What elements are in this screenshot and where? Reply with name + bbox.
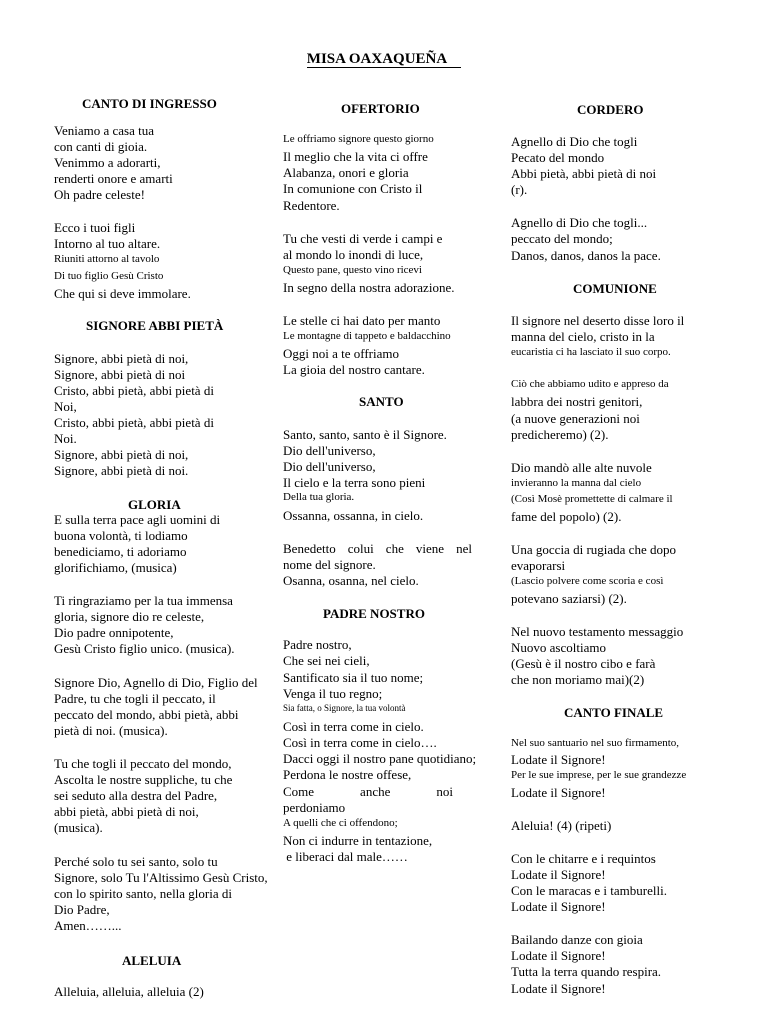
lyric-line: Padre, tu che togli il peccato, il: [54, 691, 216, 706]
lyric-line: (Così Mosè promettette di calmare il: [511, 493, 673, 505]
lyric-line: Signore Dio, Agnello di Dio, Figlio del: [54, 675, 258, 690]
lyric-line: Amen……...: [54, 918, 122, 933]
lyric-line: Questo pane, questo vino ricevi: [283, 264, 422, 276]
heading-ofertorio: OFERTORIO: [341, 101, 420, 116]
lyric-line: Per le sue imprese, per le sue grandezze: [511, 769, 687, 781]
lyric-line: Ascolta le nostre suppliche, tu che: [54, 772, 233, 787]
lyric-line: che non moriamo mai)(2): [511, 672, 645, 687]
lyric-line: Alleluia, alleluia, alleluia (2): [54, 984, 204, 999]
lyric-line: Noi,: [54, 399, 77, 414]
lyric-line: In comunione con Cristo il: [283, 181, 423, 196]
lyric-line: Dio padre onnipotente,: [54, 625, 174, 640]
lyric-line: E sulla terra pace agli uomini di: [54, 512, 221, 527]
lyric-line: Alabanza, onori e gloria: [283, 165, 409, 180]
lyric-line: gloria, signore dio re celeste,: [54, 609, 205, 624]
lyric-line: Agnello di Dio che togli: [511, 134, 638, 149]
lyric-line: Il signore nel deserto disse loro il: [511, 313, 685, 328]
lyric-line: nome del signore.: [283, 557, 376, 572]
lyric-line: Benedetto colui che viene nel: [283, 541, 472, 556]
lyric-line: Come anche noi: [283, 784, 453, 799]
lyric-line: Lodate il Signore!: [511, 948, 606, 963]
lyric-line: Noi.: [54, 431, 77, 446]
heading-aleluia: ALELUIA: [122, 953, 182, 968]
lyric-line: In segno della nostra adorazione.: [283, 280, 455, 295]
lyric-line: Dio dell'universo,: [283, 459, 376, 474]
lyric-line: Dio mandò alle alte nuvole: [511, 460, 652, 475]
lyric-line: Nel nuovo testamento messaggio: [511, 624, 684, 639]
lyric-line: pietà di noi. (musica).: [54, 723, 168, 738]
lyric-line: Le stelle ci hai dato per manto: [283, 313, 441, 328]
lyric-line: (Lascio polvere come scoria e così: [511, 575, 664, 587]
lyric-line: Venimmo a adorarti,: [54, 155, 161, 170]
heading-gloria: GLORIA: [128, 497, 181, 512]
lyric-line: e liberaci dal male……: [283, 849, 408, 864]
lyric-line: (musica).: [54, 820, 103, 835]
lyric-line: Signore, abbi pietà di noi: [54, 367, 186, 382]
lyric-line: renderti onore e amarti: [54, 171, 173, 186]
lyric-line: invieranno la manna dal cielo: [511, 477, 642, 489]
lyric-line: Dio Padre,: [54, 902, 110, 917]
lyric-line: Oggi noi a te offriamo: [283, 346, 400, 361]
lyric-line: Venga il tuo regno;: [283, 686, 383, 701]
lyric-line: Con le chitarre e i requintos: [511, 851, 656, 866]
lyric-line: Signore, solo Tu l'Altissimo Gesù Cristo,: [54, 870, 268, 885]
lyric-line: Pecato del mondo: [511, 150, 605, 165]
lyric-line: Tutta la terra quando respira.: [511, 964, 662, 979]
lyric-line: Della tua gloria.: [283, 491, 355, 503]
lyric-line: Santificato sia il tuo nome;: [283, 670, 424, 685]
lyric-line: Lodate il Signore!: [511, 981, 606, 996]
lyric-line: Nuovo ascoltiamo: [511, 640, 606, 655]
heading-cordero: CORDERO: [577, 102, 644, 117]
lyric-line: Le offriamo signore questo giorno: [283, 133, 434, 145]
heading-comunione: COMUNIONE: [573, 281, 657, 296]
lyric-line: Nel suo santuario nel suo firmamento,: [511, 737, 680, 749]
lyric-line: Dacci oggi il nostro pane quotidiano;: [283, 751, 477, 766]
lyric-line: Tu che vesti di verde i campi e: [283, 231, 443, 246]
lyric-line: buona volontà, ti lodiamo: [54, 528, 188, 543]
lyric-line: Signore, abbi pietà di noi,: [54, 351, 189, 366]
heading-padre-nostro: PADRE NOSTRO: [323, 606, 425, 621]
lyric-line: perdoniamo: [283, 800, 346, 815]
lyric-line: Ciò che abbiamo udito e appreso da: [511, 378, 669, 390]
lyric-line: peccato del mondo, abbi pietà, abbi: [54, 707, 239, 722]
lyric-line: Una goccia di rugiada che dopo: [511, 542, 676, 557]
lyric-line: evaporarsi: [511, 558, 566, 573]
lyric-line: peccato del mondo;: [511, 231, 613, 246]
lyric-line: Le montagne di tappeto e baldacchino: [283, 330, 451, 342]
lyric-line: Lodate il Signore!: [511, 867, 606, 882]
lyric-line: al mondo lo inondi di luce,: [283, 247, 424, 262]
lyric-line: Così in terra come in cielo.: [283, 719, 424, 734]
lyric-line: Signore, abbi pietà di noi.: [54, 463, 189, 478]
lyric-line: Ossanna, ossanna, in cielo.: [283, 508, 424, 523]
heading-signore-abbi-pieta: SIGNORE ABBI PIETÀ: [86, 318, 224, 333]
lyric-line: Santo, santo, santo è il Signore.: [283, 427, 447, 442]
lyric-line: Perdona le nostre offese,: [283, 767, 412, 782]
lyric-line: con canti di gioia.: [54, 139, 148, 154]
lyric-line: glorifichiamo, (musica): [54, 560, 177, 575]
lyric-line: (Gesù è il nostro cibo e farà: [511, 656, 656, 671]
lyric-line: Lodate il Signore!: [511, 899, 606, 914]
lyric-line: Non ci indurre in tentazione,: [283, 833, 433, 848]
lyric-line: eucaristia ci ha lasciato il suo corpo.: [511, 346, 671, 358]
lyric-line: (a nuove generazioni noi: [511, 411, 640, 426]
lyric-line: benediciamo, ti adoriamo: [54, 544, 187, 559]
lyric-line: Sia fatta, o Signore, la tua volontà: [283, 703, 406, 713]
lyric-line: Dio dell'universo,: [283, 443, 376, 458]
lyric-line: Il meglio che la vita ci offre: [283, 149, 428, 164]
heading-santo: SANTO: [359, 394, 404, 409]
lyric-line: sei seduto alla destra del Padre,: [54, 788, 218, 803]
lyric-line: La gioia del nostro cantare.: [283, 362, 425, 377]
page-title: MISA OAXAQUEÑA: [0, 51, 768, 68]
lyric-line: Veniamo a casa tua: [54, 123, 154, 138]
lyric-line: Gesù Cristo figlio unico. (musica).: [54, 641, 235, 656]
lyric-line: con lo spirito santo, nella gloria di: [54, 886, 232, 901]
lyric-line: A quelli che ci offendono;: [283, 817, 398, 829]
lyric-line: labbra dei nostri genitori,: [511, 394, 643, 409]
lyric-line: Così in terra come in cielo….: [283, 735, 437, 750]
lyric-line: Il cielo e la terra sono pieni: [283, 475, 426, 490]
lyric-line: Con le maracas e i tamburelli.: [511, 883, 667, 898]
lyric-line: Intorno al tuo altare.: [54, 236, 161, 251]
lyric-line: Ecco i tuoi figli: [54, 220, 136, 235]
lyric-line: Danos, danos, danos la pace.: [511, 248, 661, 263]
lyric-line: Aleluia! (4) (ripeti): [511, 818, 612, 833]
lyric-line: Agnello di Dio che togli...: [511, 215, 648, 230]
lyric-line: Padre nostro,: [283, 637, 352, 652]
lyric-line: manna del cielo, cristo in la: [511, 329, 655, 344]
lyric-line: abbi pietà, abbi pietà di noi,: [54, 804, 199, 819]
lyric-line: Che sei nei cieli,: [283, 653, 370, 668]
lyric-line: predicheremo) (2).: [511, 427, 609, 442]
lyric-line: Oh padre celeste!: [54, 187, 145, 202]
lyric-line: Che qui si deve immolare.: [54, 286, 191, 301]
lyric-line: Signore, abbi pietà di noi,: [54, 447, 189, 462]
lyric-line: Riuniti attorno al tavolo: [54, 253, 160, 265]
lyric-line: Cristo, abbi pietà, abbi pietà di: [54, 415, 214, 430]
heading-canto-di-ingresso: CANTO DI INGRESSO: [82, 96, 217, 111]
lyric-line: Perché solo tu sei santo, solo tu: [54, 854, 218, 869]
lyric-line: Osanna, osanna, nel cielo.: [283, 573, 419, 588]
lyric-line: fame del popolo) (2).: [511, 509, 622, 524]
lyric-line: (r).: [511, 182, 528, 197]
lyric-line: Cristo, abbi pietà, abbi pietà di: [54, 383, 214, 398]
lyric-line: Bailando danze con gioia: [511, 932, 643, 947]
heading-canto-finale: CANTO FINALE: [564, 705, 664, 720]
lyric-line: Abbi pietà, abbi pietà di noi: [511, 166, 657, 181]
lyric-line: Ti ringraziamo per la tua immensa: [54, 593, 233, 608]
lyric-line: Di tuo figlio Gesù Cristo: [54, 270, 164, 282]
lyric-line: Lodate il Signore!: [511, 785, 606, 800]
lyric-line: Redentore.: [283, 198, 340, 213]
lyric-line: Lodate il Signore!: [511, 752, 606, 767]
lyric-line: potevano saziarsi) (2).: [511, 591, 627, 606]
lyric-line: Tu che togli il peccato del mondo,: [54, 756, 232, 771]
